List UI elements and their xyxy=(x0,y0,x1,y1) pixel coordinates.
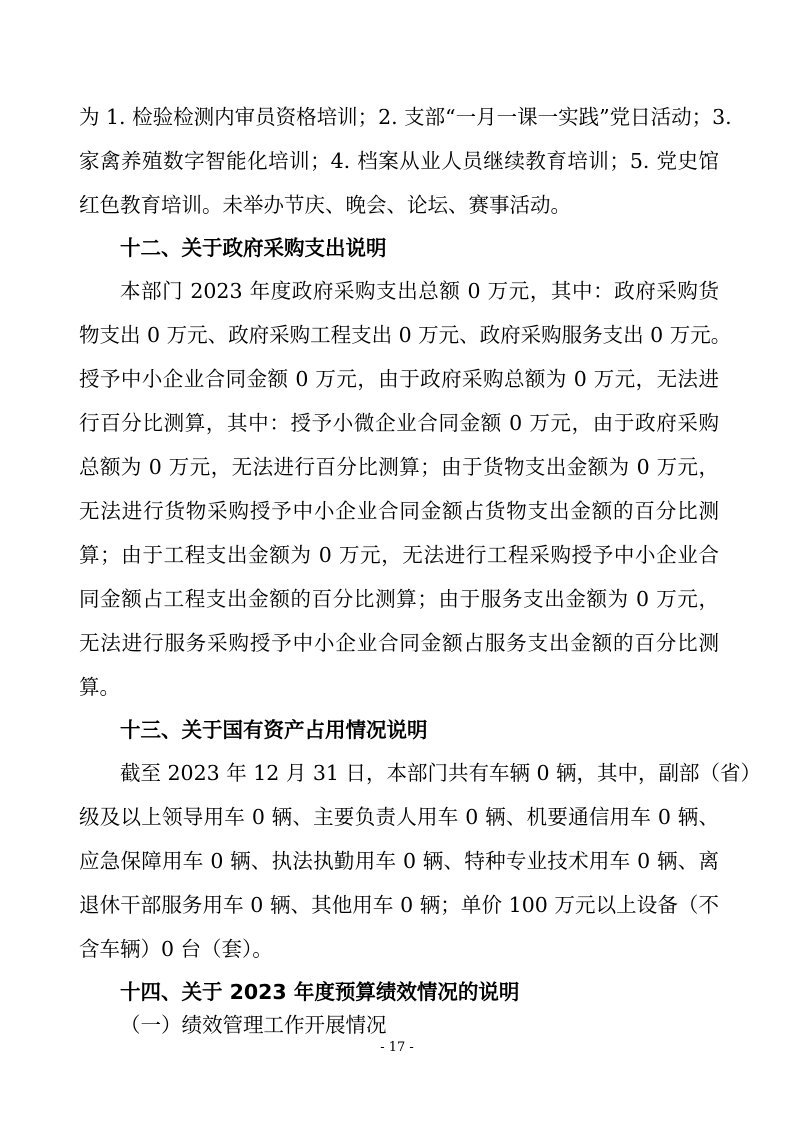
subsection-heading: （一）绩效管理工作开展情况 xyxy=(120,1013,387,1037)
section-heading-14: 十四、关于 2023 年度预算绩效情况的说明 xyxy=(120,980,520,1004)
paragraph-line: 含车辆）0 台（套）。 xyxy=(79,937,273,961)
paragraph-line: 总额为 0 万元，无法进行百分比测算；由于货物支出金额为 0 万元， xyxy=(79,455,719,479)
section-heading-13: 十三、关于国有资产占用情况说明 xyxy=(120,718,428,742)
paragraph-line: 无法进行服务采购授予中小企业合同金额占服务支出金额的百分比测 xyxy=(79,631,719,655)
paragraph-line: 行百分比测算，其中：授予小微企业合同金额 0 万元，由于政府采购 xyxy=(79,411,719,435)
paragraph-line: 级及以上领导用车 0 辆、主要负责人用车 0 辆、机要通信用车 0 辆、 xyxy=(79,805,719,829)
paragraph-line: 算。 xyxy=(79,675,120,699)
paragraph-line: 无法进行货物采购授予中小企业合同金额占货物支出金额的百分比测 xyxy=(79,499,719,523)
paragraph-line: 为 1. 检验检测内审员资格培训；2. 支部“一月一课一实践”党日活动；3. xyxy=(79,105,732,129)
paragraph-line: 家禽养殖数字智能化培训；4. 档案从业人员继续教育培训；5. 党史馆 xyxy=(79,149,719,173)
paragraph-line: 同金额占工程支出金额的百分比测算；由于服务支出金额为 0 万元， xyxy=(79,587,719,611)
paragraph-line: 红色教育培训。未举办节庆、晚会、论坛、赛事活动。 xyxy=(79,193,571,217)
paragraph-line: 授予中小企业合同金额 0 万元，由于政府采购总额为 0 万元，无法进 xyxy=(79,367,719,391)
paragraph-line: 物支出 0 万元、政府采购工程支出 0 万元、政府采购服务支出 0 万元。 xyxy=(79,323,732,347)
paragraph-line: 应急保障用车 0 辆、执法执勤用车 0 辆、特种专业技术用车 0 辆、离 xyxy=(79,849,719,873)
paragraph-line: 退休干部服务用车 0 辆、其他用车 0 辆；单价 100 万元以上设备（不 xyxy=(79,893,719,917)
section-heading-12: 十二、关于政府采购支出说明 xyxy=(120,236,387,260)
paragraph-line: 本部门 2023 年度政府采购支出总额 0 万元，其中：政府采购货 xyxy=(120,279,719,303)
paragraph-line: 算；由于工程支出金额为 0 万元，无法进行工程采购授予中小企业合 xyxy=(79,543,719,567)
page-number: - 17 - xyxy=(380,1040,414,1055)
paragraph-line: 截至 2023 年 12 月 31 日，本部门共有车辆 0 辆，其中，副部（省） xyxy=(120,761,762,785)
